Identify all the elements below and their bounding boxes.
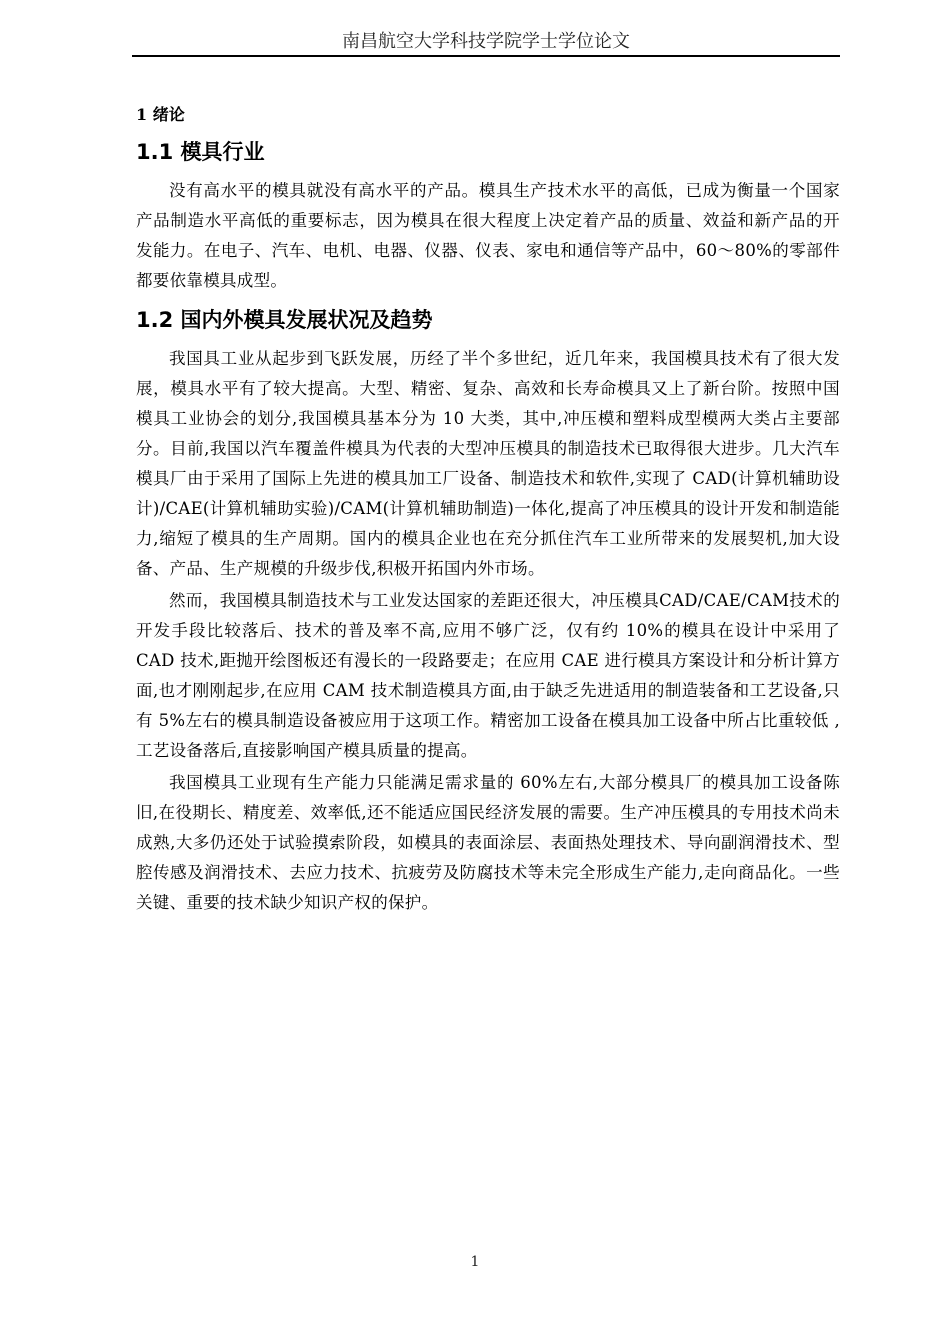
paragraph: 我国模具工业现有生产能力只能满足需求量的 60%左右,大部分模具厂的模具加工设备陈旧,在役期长、精度差、效率低,还不能适应国民经济发展的需要。生产冲压模具的专用技术尚未成熟,大多仍还处于试验摸索阶段，如模具的表面涂层、表面热处理技术、导向副润滑技术、型腔传感及润滑技术、去应力技术、抗疲劳及防腐技术等未完全形成生产能力,走向商品化。一些关键、重要的技术缺少知识产权的保护。 [136, 773, 840, 912]
document-body [136, 100, 840, 920]
chapter-heading: 1 绪论 [136, 105, 185, 124]
page-header-title: 南昌航空大学科技学院学士学位论文 [342, 31, 630, 52]
section-heading: 1.2 国内外模具发展状况及趋势 [136, 308, 433, 332]
section-mold-industry [136, 136, 840, 296]
header-divider [132, 55, 840, 57]
section-heading: 1.1 模具行业 [136, 140, 265, 164]
paragraph: 没有高水平的模具就没有高水平的产品。模具生产技术水平的高低，已成为衡量一个国家产品制造水平高低的重要标志，因为模具在很大程度上决定着产品的质量、效益和新产品的开发能力。在电子、汽车、电机、电器、仪器、仪表、家电和通信等产品中，60～80%的零部件都要依靠模具成型。 [136, 181, 840, 290]
section-development-trends [136, 304, 840, 918]
paragraph: 然而，我国模具制造技术与工业发达国家的差距还很大，冲压模具CAD/CAE/CAM技术的开发手段比较落后、技术的普及率不高,应用不够广泛，仅有约 10%的模具在设计中采用了 CAD 技术,距抛开绘图板还有漫长的一段路要走；在应用 CAE 进行模具方案设计和分析计算方面,也才刚刚起步,在应用 CAM 技术制造模具方面,由于缺乏先进适用的制造装备和工艺设备,只有 5%左右的模具制造设备被应用于这项工作。精密加工设备在模具加工设备中所占比重较低 ,工艺设备落后,直接影响国产模具质量的提高。 [136, 591, 840, 760]
paragraph: 我国具工业从起步到飞跃发展，历经了半个多世纪，近几年来，我国模具技术有了很大发展，模具水平有了较大提高。大型、精密、复杂、高效和长寿命模具又上了新台阶。按照中国模具工业协会的划分,我国模具基本分为 10 大类，其中,冲压模和塑料成型模两大类占主要部分。目前,我国以汽车覆盖件模具为代表的大型冲压模具的制造技术已取得很大进步。几大汽车模具厂由于采用了国际上先进的模具加工厂设备、制造技术和软件,实现了 CAD(计算机辅助设计)/CAE(计算机辅助实验)/CAM(计算机辅助制造)一体化,提高了冲压模具的设计开发和制造能力,缩短了模具的生产周期。国内的模具企业也在充分抓住汽车工业所带来的发展契机,加大设备、产品、生产规模的升级步伐,积极开拓国内外市场。 [136, 349, 840, 578]
page-number: 1 [470, 1254, 480, 1270]
